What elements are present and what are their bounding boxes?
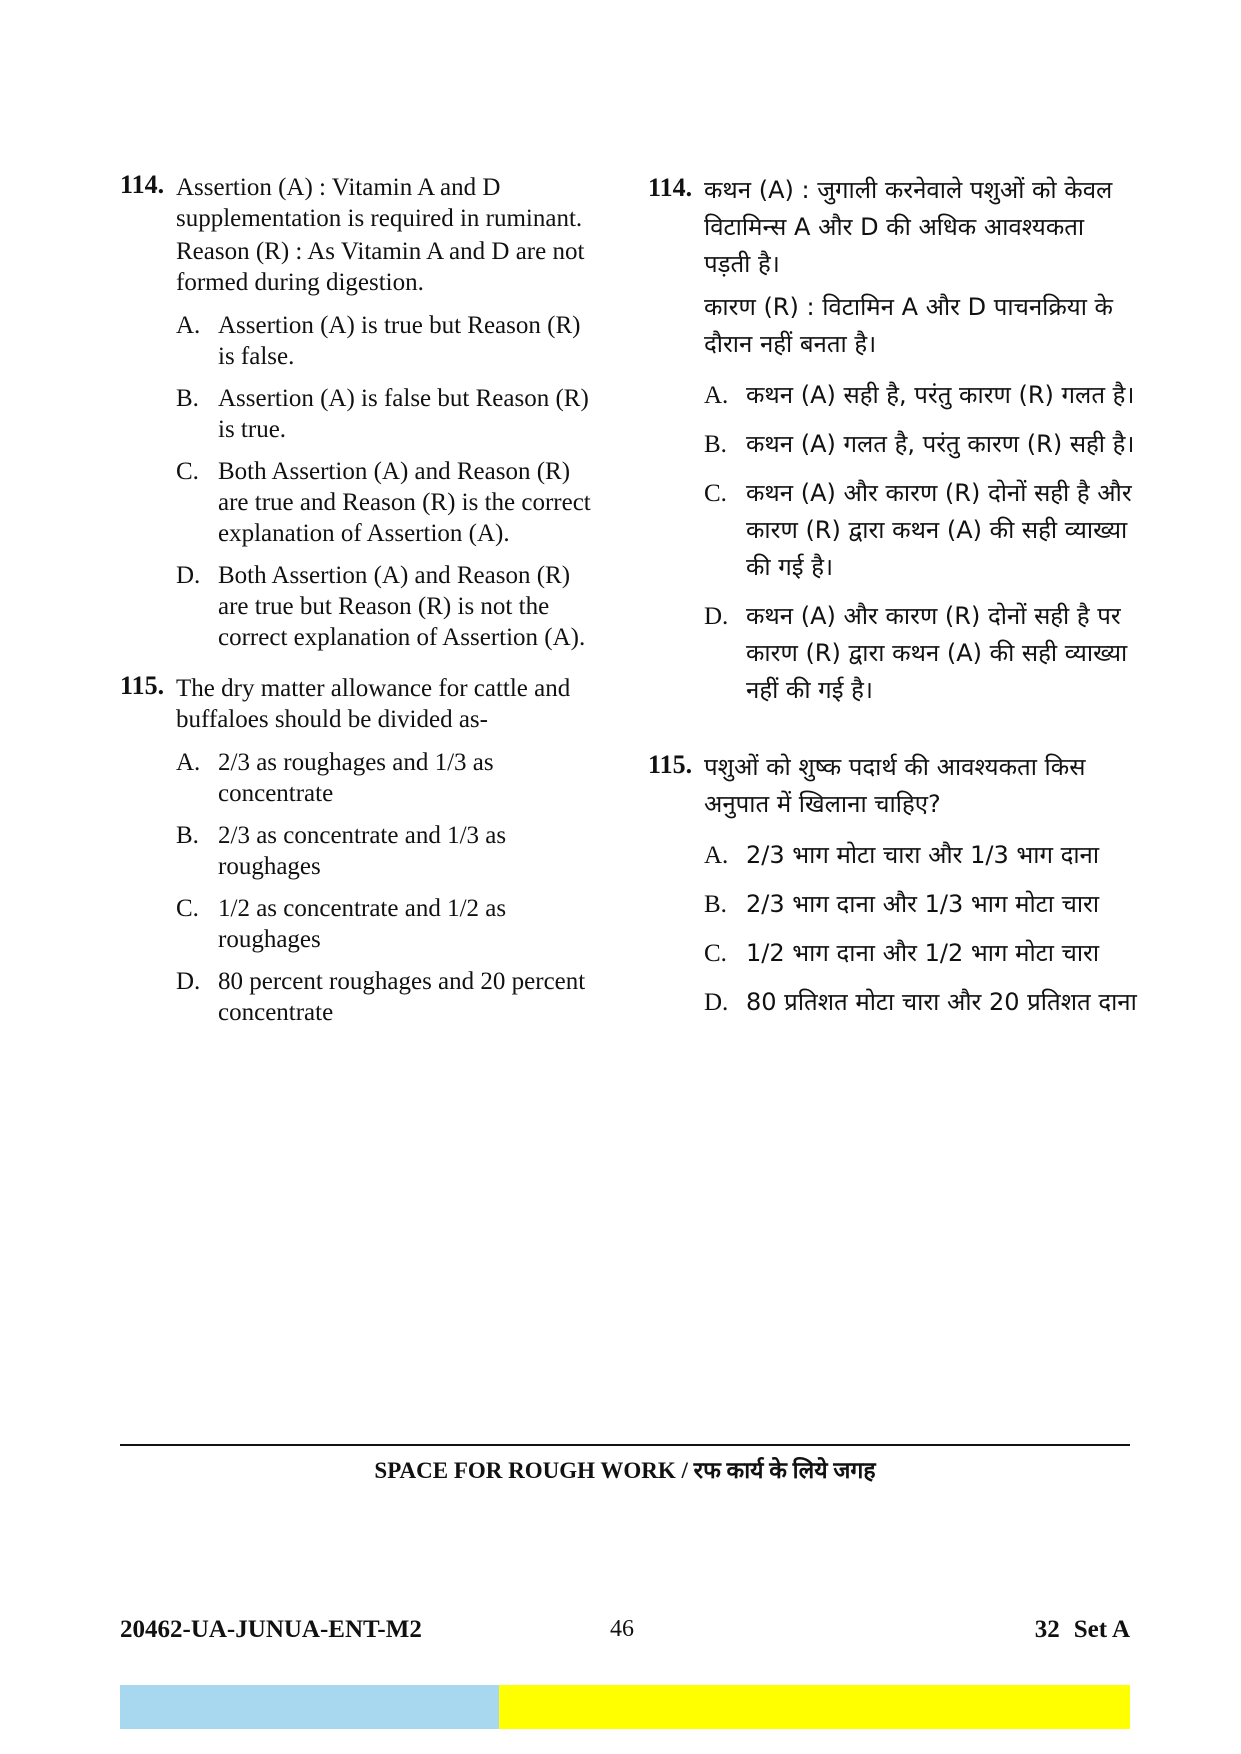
option-text: 1/2 as concentrate and 1/2 as roughages (218, 895, 507, 953)
booklet-set (1035, 1616, 1130, 1644)
assertion-text: Assertion (A) : Vitamin A and D supplementation is required in ruminant. (176, 174, 583, 232)
option-letter: A. (704, 382, 729, 409)
option-b (704, 886, 1138, 923)
option-text: 2/3 as concentrate and 1/3 as roughages (218, 822, 507, 880)
option-b (176, 383, 600, 445)
question-text: The dry matter allowance for cattle and buffaloes should be divided as- (176, 675, 571, 733)
option-letter: B. (704, 891, 727, 918)
option-a (176, 747, 600, 809)
option-letter: C. (704, 940, 727, 967)
option-text: कथन (A) और कारण (R) दोनों सही है और कारण (R) द्वारा कथन (A) की सही व्याख्या की गई है। (746, 479, 1132, 581)
option-c (704, 935, 1138, 972)
option-letter: D. (176, 968, 201, 995)
option-d (704, 984, 1138, 1021)
question-number: 115. (120, 671, 165, 700)
option-text: कथन (A) गलत है, परंतु कारण (R) सही है। (746, 430, 1135, 458)
option-c (176, 456, 600, 549)
option-letter: A. (176, 749, 201, 776)
option-text: Both Assertion (A) and Reason (R) are true but Reason (R) is not the correct explanation of Assertion (A). (218, 562, 586, 651)
option-letter: C. (704, 480, 727, 507)
option-text: 2/3 as roughages and 1/3 as concentrate (218, 749, 494, 807)
option-b (176, 820, 600, 882)
option-a (704, 377, 1138, 414)
option-letter: D. (704, 603, 729, 630)
option-letter: B. (176, 385, 199, 412)
options-list (704, 377, 1138, 709)
question-number: 114. (648, 173, 693, 202)
option-a (704, 837, 1138, 874)
option-d (176, 966, 600, 1028)
option-text: कथन (A) सही है, परंतु कारण (R) गलत है। (746, 381, 1135, 409)
option-c (704, 475, 1138, 586)
booklet-number: 32 (1034, 1616, 1060, 1643)
option-a (176, 310, 600, 372)
option-letter: B. (704, 431, 727, 458)
option-text: Both Assertion (A) and Reason (R) are true and Reason (R) is the correct explanation of Assertion (A). (218, 458, 591, 547)
option-text: कथन (A) और कारण (R) दोनों सही है पर कारण (R) द्वारा कथन (A) की सही व्याख्या नहीं की गई है। (746, 602, 1128, 704)
option-b (704, 426, 1138, 463)
footer-bar-blue (120, 1685, 499, 1729)
question-115-en (120, 673, 600, 1028)
question-114-en (120, 172, 600, 653)
set-label: Set A (1073, 1616, 1130, 1643)
hindi-column (648, 172, 1138, 1033)
option-d (176, 560, 600, 653)
option-letter: D. (704, 989, 729, 1016)
option-letter: A. (176, 312, 201, 339)
option-letter: B. (176, 822, 199, 849)
question-number: 114. (120, 170, 165, 199)
question-text: पशुओं को शुष्क पदार्थ की आवश्यकता किस अनुपात में खिलाना चाहिए? (704, 753, 1086, 818)
option-d (704, 598, 1138, 709)
reason-text: कारण (R) : विटामिन A और D पाचनक्रिया के दौरान नहीं बनता है। (704, 293, 1113, 358)
option-text: 1/2 भाग दाना और 1/2 भाग मोटा चारा (746, 939, 1100, 967)
page-number: 46 (610, 1616, 634, 1642)
option-letter: D. (176, 562, 201, 589)
option-text: Assertion (A) is false but Reason (R) is true. (218, 385, 589, 443)
options-list (704, 837, 1138, 1021)
reason-text: Reason (R) : As Vitamin A and D are not formed during digestion. (176, 238, 585, 296)
option-text: 2/3 भाग दाना और 1/3 भाग मोटा चारा (746, 890, 1100, 918)
option-letter: C. (176, 895, 199, 922)
question-114-hi (648, 172, 1138, 709)
option-text: Assertion (A) is true but Reason (R) is false. (218, 312, 581, 370)
option-text: 2/3 भाग मोटा चारा और 1/3 भाग दाना (746, 841, 1100, 869)
english-column (120, 172, 600, 1039)
paper-code: 20462-UA-JUNUA-ENT-M2 (120, 1616, 422, 1643)
option-text: 80 percent roughages and 20 percent concentrate (218, 968, 586, 1026)
option-text: 80 प्रतिशत मोटा चारा और 20 प्रतिशत दाना (746, 988, 1137, 1016)
question-115-hi (648, 749, 1138, 1021)
option-letter: A. (704, 842, 729, 869)
question-number: 115. (648, 750, 693, 779)
footer-bar-yellow (499, 1685, 1130, 1729)
options-list (176, 747, 600, 1028)
assertion-text: कथन (A) : जुगाली करनेवाले पशुओं को केवल विटामिन्स A और D की अधिक आवश्यकता पड़ती है। (704, 176, 1113, 278)
option-c (176, 893, 600, 955)
rough-work-divider (120, 1444, 1130, 1446)
option-letter: C. (176, 458, 199, 485)
options-list (176, 310, 600, 653)
rough-work-label: SPACE FOR ROUGH WORK / रफ कार्य के लिये जगह (374, 1458, 876, 1483)
